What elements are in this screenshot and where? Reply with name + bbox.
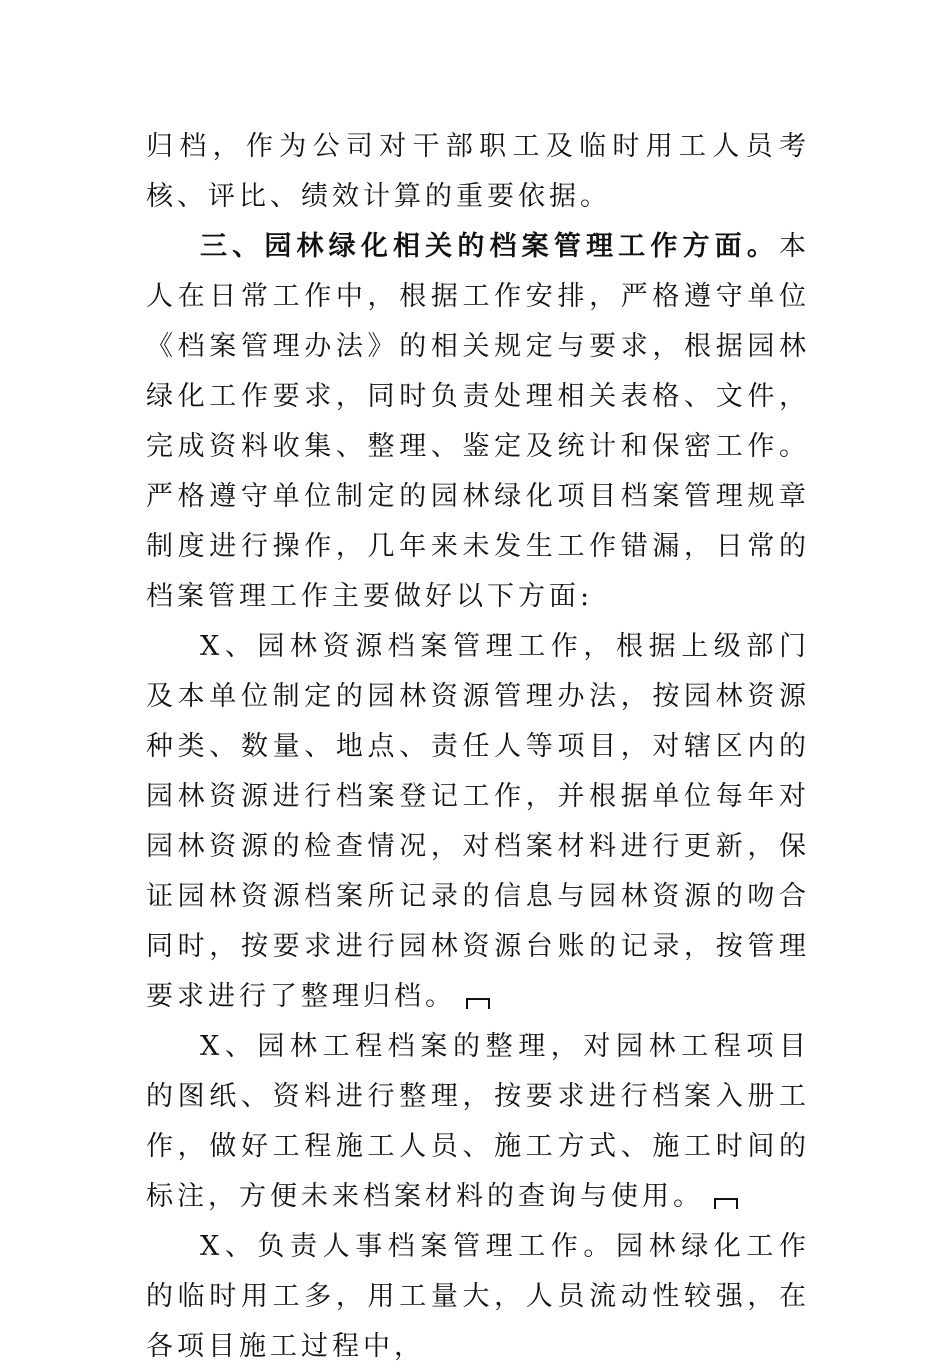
document-body	[146, 122, 810, 1372]
section-3-paragraph	[146, 222, 810, 622]
list-item-engineering-archive-text: X、园林工程档案的整理，对园林工程项目的图纸、资料进行整理，按要求进行档案入册工作，做好工程施工人员、施工方式、施工时间的标注，方便未来档案材料的查询与使用。	[146, 1031, 810, 1212]
list-item-resource-archive	[146, 622, 810, 1022]
paragraph-mark-icon	[466, 998, 490, 1009]
section-3-body: 本人在日常工作中，根据工作安排，严格遵守单位《档案管理办法》的相关规定与要求，根据园林绿化工作要求，同时负责处理相关表格、文件，完成资料收集、整理、鉴定及统计和保密工作。严格遵守单位制定的园林绿化项目档案管理规章制度进行操作，几年来未发生工作错漏，日常的档案管理工作主要做好以下方面:	[146, 231, 810, 612]
paragraph-mark-icon	[714, 1198, 738, 1209]
section-3-heading: 三、园林绿化相关的档案管理工作方面。	[200, 231, 779, 262]
list-item-personnel-archive: X、负责人事档案管理工作。园林绿化工作的临时用工多，用工量大，人员流动性较强，在各项目施工过程中，	[146, 1231, 810, 1362]
list-item-resource-archive-text: X、园林资源档案管理工作，根据上级部门及本单位制定的园林资源管理办法，按园林资源种类、数量、地点、责任人等项目，对辖区内的园林资源进行档案登记工作，并根据单位每年对园林资源的检查情况，对档案材料进行更新，保证园林资源档案所记录的信息与园林资源的吻合同时，按要求进行园林资源台账的记录，按管理要求进行了整理归档。	[146, 631, 810, 1012]
paragraph-continuation: 归档，作为公司对干部职工及临时用工人员考核、评比、绩效计算的重要依据。	[146, 131, 810, 212]
list-item-engineering-archive	[146, 1022, 810, 1222]
